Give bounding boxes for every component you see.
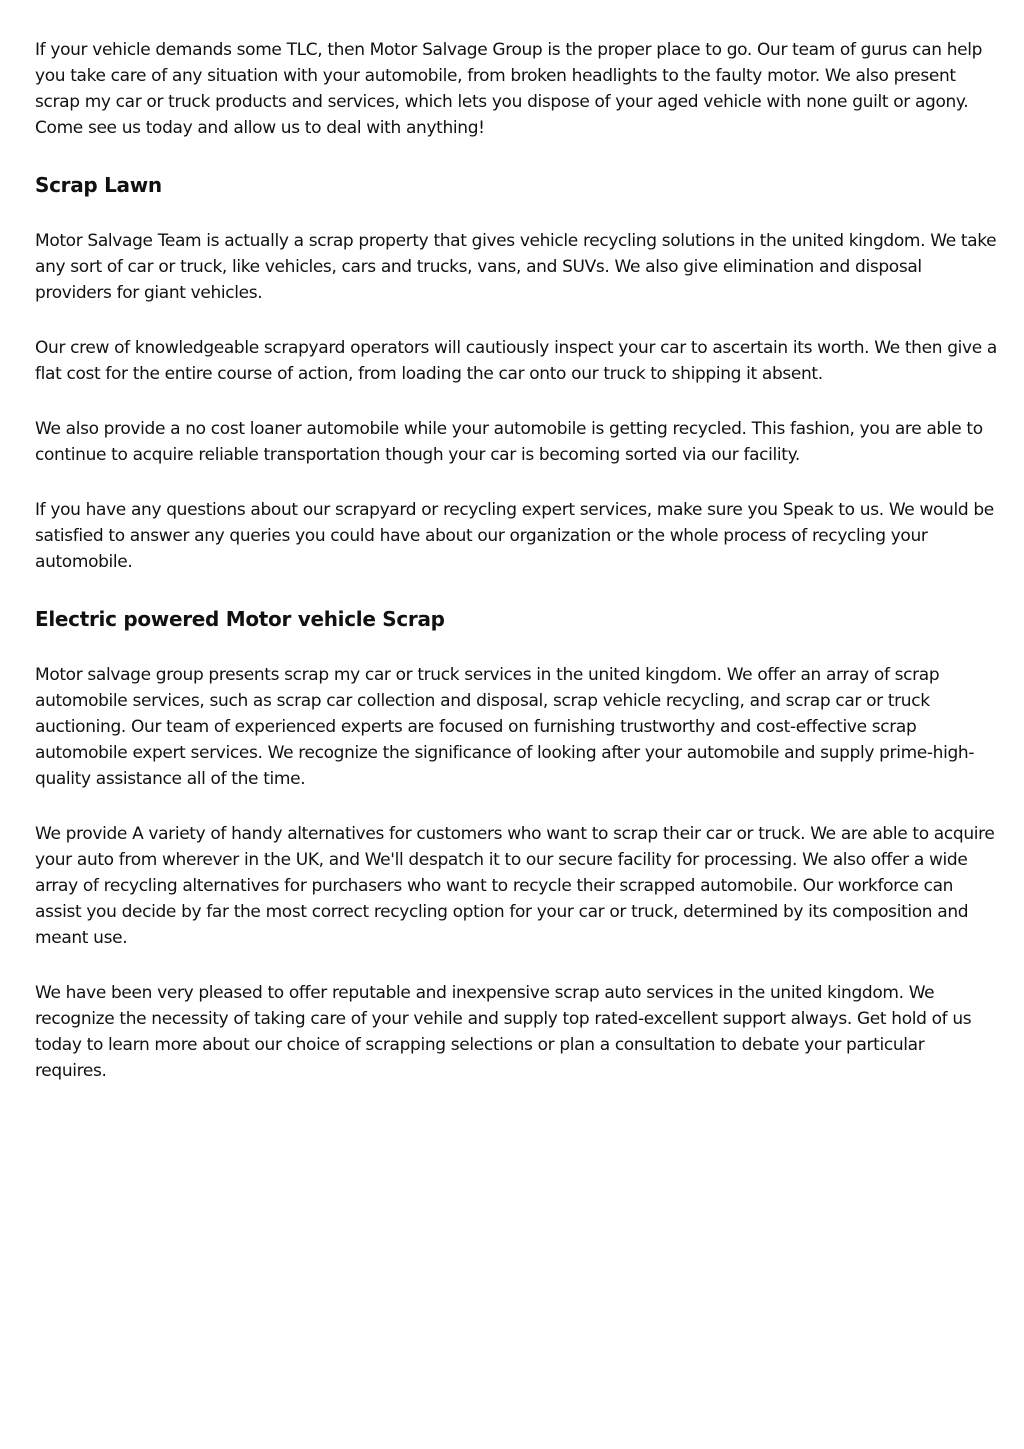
section1-paragraph-4: If you have any questions about our scrapyard or recycling expert services, make sure you Speak to us. We would be satisfied to answer any queries you could have about our organization or the whole process of recycling your automobile. [35,500,994,572]
document-page [35,37,997,1084]
section2-paragraph-1: Motor salvage group presents scrap my car or truck services in the united kingdom. We offer an array of scrap automobile services, such as scrap car collection and disposal, scrap vehicle recycling, and scrap car or truck auctioning. Our team of experienced experts are focused on furnishing trustworthy and cost-effective scrap automobile expert services. We recognize the significance of looking after your automobile and supply prime-high-quality assistance all of the time. [35,665,975,789]
section-heading-electric-motor-vehicle-scrap: Electric powered Motor vehicle Scrap [35,607,445,631]
section1-paragraph-3: We also provide a no cost loaner automobile while your automobile is getting recycled. This fashion, you are able to continue to acquire reliable transportation though your car is becoming sorted via our facility. [35,419,983,465]
section1-paragraph-2: Our crew of knowledgeable scrapyard operators will cautiously inspect your car to ascertain its worth. We then give a flat cost for the entire course of action, from loading the car onto our truck to shipping it absent. [35,338,997,384]
section2-paragraph-2: We provide A variety of handy alternatives for customers who want to scrap their car or truck. We are able to acquire your auto from wherever in the UK, and We'll despatch it to our secure facility for processing. We also offer a wide array of recycling alternatives for purchasers who want to recycle their scrapped automobile. Our workforce can assist you decide by far the most correct recycling option for your car or truck, determined by its composition and meant use. [35,824,995,948]
section2-paragraph-3: We have been very pleased to offer reputable and inexpensive scrap auto services in the united kingdom. We recognize the necessity of taking care of your vehile and supply top rated-excellent support always. Get hold of us today to learn more about our choice of scrapping selections or plan a consultation to debate your particular requires. [35,983,972,1081]
section1-paragraph-1: Motor Salvage Team is actually a scrap property that gives vehicle recycling solutions in the united kingdom. We take any sort of car or truck, like vehicles, cars and trucks, vans, and SUVs. We also give elimination and disposal providers for giant vehicles. [35,231,997,303]
section-heading-scrap-lawn: Scrap Lawn [35,173,162,197]
intro-paragraph: If your vehicle demands some TLC, then Motor Salvage Group is the proper place to go. Our team of gurus can help you take care of any situation with your automobile, from broken headlights to the faulty motor. We also present scrap my car or truck products and services, which lets you dispose of your aged vehicle with none guilt or agony. Come see us today and allow us to deal with anything! [35,40,983,138]
